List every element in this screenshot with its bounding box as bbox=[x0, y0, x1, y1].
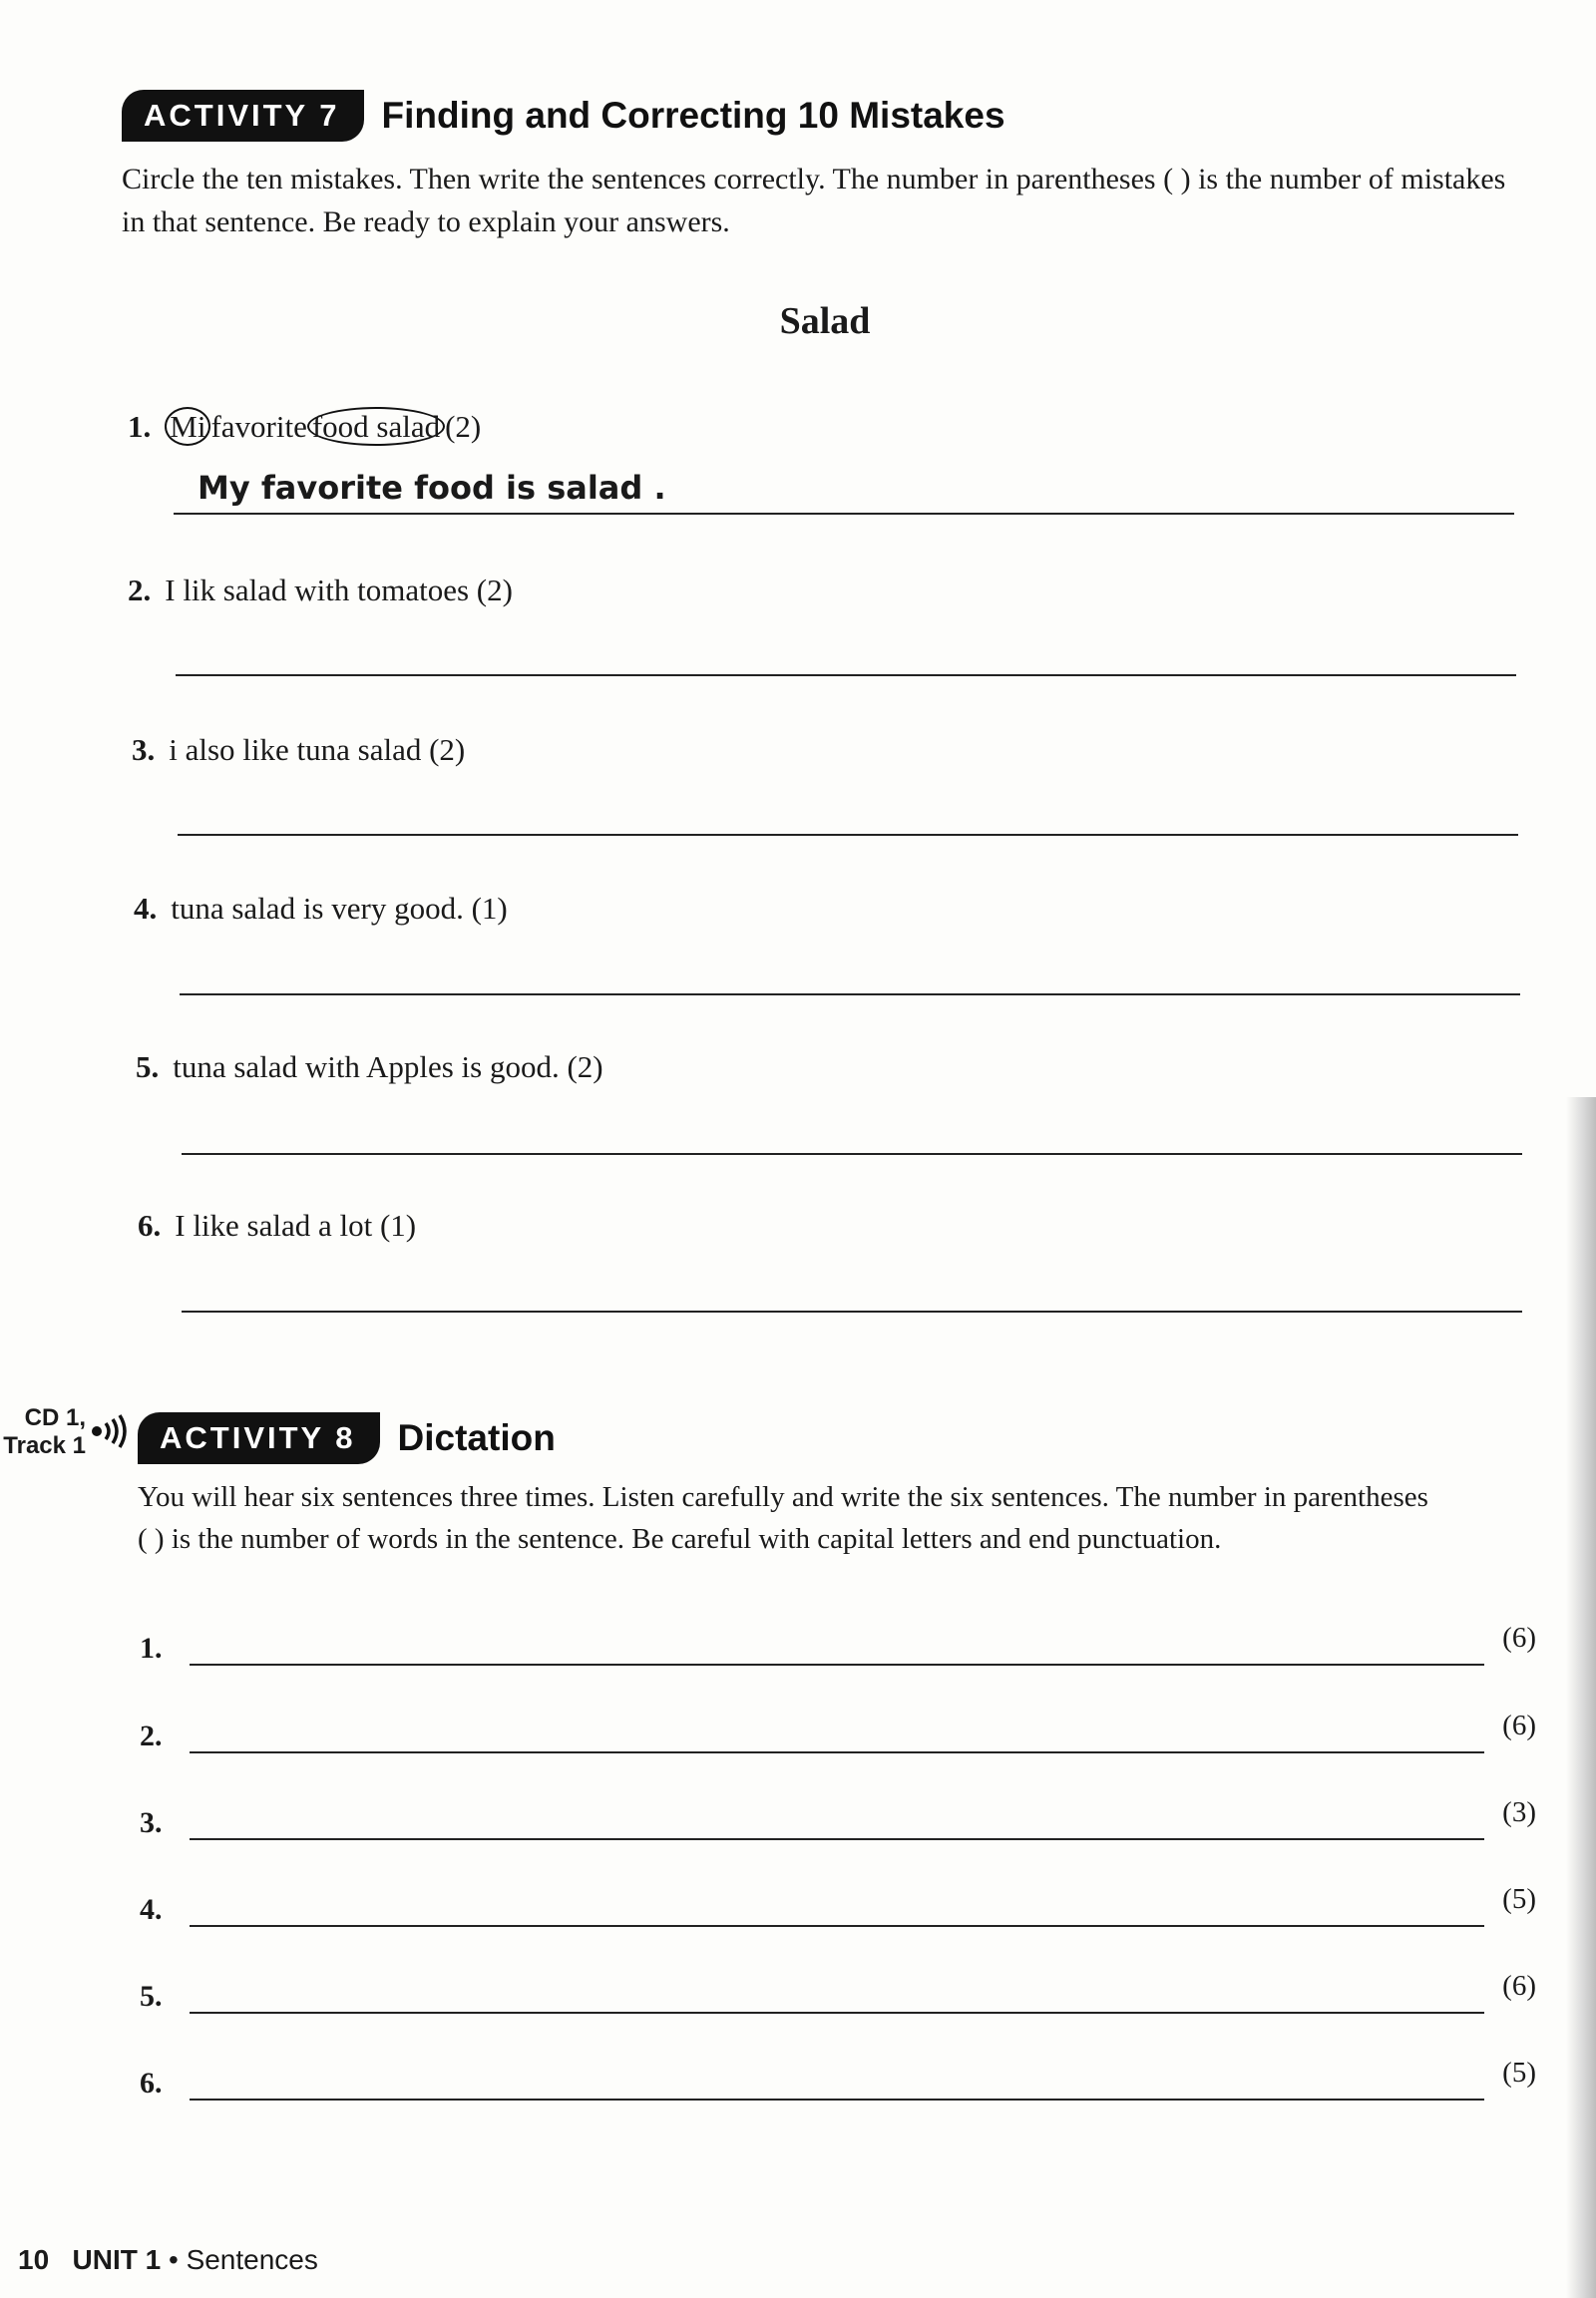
word-count: (3) bbox=[1502, 1796, 1536, 1828]
row-number: 6. bbox=[140, 2067, 163, 2100]
row-number: 5. bbox=[140, 1980, 163, 2013]
example-answer: My favorite food is salad . bbox=[198, 469, 666, 507]
activity-8-title: Dictation bbox=[397, 1417, 556, 1458]
activity-8-header bbox=[138, 1412, 556, 1464]
answer-line[interactable] bbox=[190, 1751, 1484, 1753]
activity-7-header bbox=[122, 90, 1005, 142]
dictation-row bbox=[140, 1796, 1536, 1846]
answer-line[interactable] bbox=[182, 1153, 1522, 1155]
activity-7-title: Finding and Correcting 10 Mistakes bbox=[381, 95, 1005, 136]
row-number: 1. bbox=[140, 1632, 163, 1665]
unit-label: UNIT 1 bbox=[72, 2244, 162, 2275]
list-item bbox=[136, 1049, 603, 1085]
dictation-row bbox=[140, 2057, 1536, 2106]
word-count: (6) bbox=[1502, 1710, 1536, 1741]
activity-7-instructions: Circle the ten mistakes. Then write the sentences correctly. The number in parentheses ( ) is the number of mistakes in that sentence. Be ready to explain your answers. bbox=[122, 163, 1506, 238]
answer-line[interactable] bbox=[190, 2099, 1484, 2101]
activity-8-badge: ACTIVITY 8 bbox=[138, 1412, 380, 1464]
item-number: 4. bbox=[134, 891, 158, 926]
page-edge-shadow bbox=[1566, 1097, 1596, 2298]
item-text: I lik salad with tomatoes (2) bbox=[165, 573, 513, 607]
row-number: 2. bbox=[140, 1720, 163, 1752]
answer-line[interactable] bbox=[178, 834, 1518, 836]
list-item bbox=[128, 573, 513, 608]
answer-line[interactable] bbox=[176, 674, 1516, 676]
cd-label-line: Track 1 bbox=[3, 1432, 86, 1459]
item-text: i also like tuna salad (2) bbox=[169, 732, 466, 767]
activity-7-badge: ACTIVITY 7 bbox=[122, 90, 364, 142]
page-number: 10 bbox=[18, 2244, 50, 2275]
story-title: Salad bbox=[779, 300, 871, 342]
word-count: (5) bbox=[1502, 2057, 1536, 2089]
mistake-count: (2) bbox=[445, 409, 482, 444]
answer-line[interactable] bbox=[190, 1664, 1484, 1666]
item-text: tuna salad with Apples is good. (2) bbox=[173, 1049, 603, 1084]
answer-line[interactable] bbox=[190, 1838, 1484, 1840]
word-count: (5) bbox=[1502, 1883, 1536, 1915]
example-item bbox=[128, 409, 481, 445]
example-word: favorite bbox=[210, 409, 307, 444]
item-number: 1. bbox=[128, 409, 152, 444]
answer-line[interactable] bbox=[182, 1311, 1522, 1313]
answer-line[interactable] bbox=[180, 993, 1520, 995]
cd-track-label bbox=[0, 1404, 86, 1460]
dictation-row bbox=[140, 1622, 1536, 1672]
dictation-row bbox=[140, 1970, 1536, 2020]
section-name: Sentences bbox=[186, 2244, 318, 2275]
circled-mistake: food salad bbox=[307, 407, 445, 446]
item-number: 6. bbox=[138, 1208, 162, 1243]
dictation-row bbox=[140, 1710, 1536, 1759]
dictation-row bbox=[140, 1883, 1536, 1933]
answer-line[interactable] bbox=[190, 1925, 1484, 1927]
circled-mistake: Mi bbox=[165, 407, 210, 446]
answer-line[interactable] bbox=[190, 2012, 1484, 2014]
item-text: I like salad a lot (1) bbox=[175, 1208, 417, 1243]
word-count: (6) bbox=[1502, 1622, 1536, 1654]
row-number: 4. bbox=[140, 1893, 163, 1926]
item-text: tuna salad is very good. (1) bbox=[171, 891, 508, 926]
row-number: 3. bbox=[140, 1806, 163, 1839]
cd-label-line: CD 1, bbox=[24, 1404, 86, 1431]
activity-8-instructions: You will hear six sentences three times. Listen carefully and write the six sentences. The number in parentheses ( ) is the number of words in the sentence. Be careful with capital letters and end punctuation. bbox=[138, 1481, 1428, 1555]
list-item bbox=[134, 891, 508, 927]
word-count: (6) bbox=[1502, 1970, 1536, 2002]
page-footer bbox=[18, 2244, 318, 2276]
list-item bbox=[132, 732, 465, 768]
item-number: 3. bbox=[132, 732, 156, 767]
list-item bbox=[138, 1208, 416, 1244]
item-number: 5. bbox=[136, 1049, 160, 1084]
audio-icon bbox=[90, 1414, 130, 1448]
item-number: 2. bbox=[128, 573, 152, 607]
answer-line[interactable] bbox=[174, 513, 1514, 515]
footer-separator: • bbox=[168, 2244, 179, 2275]
